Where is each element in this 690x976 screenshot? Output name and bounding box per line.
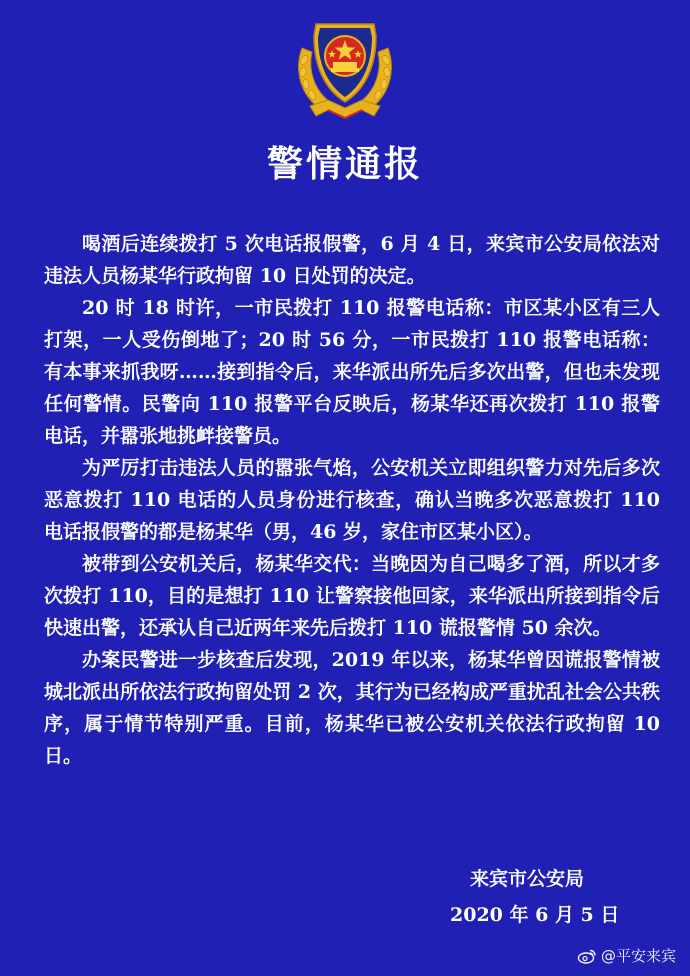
watermark-text: @平安来宾: [600, 947, 676, 965]
notice-paragraph: 办案民警进一步核查后发现，2019 年以来，杨某华曾因谎报警情被城北派出所依法行政拘留处罚 2 次，其行为已经构成严重扰乱社会公共秩序，属于情节特别严重。目前，杨某华已被公安机关依法行政拘留 10 日。: [44, 649, 660, 767]
police-emblem-icon: [288, 10, 402, 126]
weibo-icon: [577, 948, 597, 964]
notice-paragraph: 喝酒后连续拨打 5 次电话报假警，6 月 4 日，来宾市公安局依法对违法人员杨某华行政拘留 10 日处罚的决定。: [44, 233, 660, 287]
notice-body: [44, 228, 660, 772]
notice-paragraph: 20 时 18 时许，一市民拨打 110 报警电话称：市区某小区有三人打架，一人受伤倒地了；20 时 56 分，一市民拨打 110 报警电话称：有本事来抓我呀……接到指令后，来华派出所先后多次出警，但也未发现任何警情。民警向 110 报警平台反映后，杨某华还再次拨打 110 报警电话，并嚣张地挑衅接警员。: [44, 297, 660, 447]
weibo-watermark: [577, 945, 676, 966]
notice-paragraph: 被带到公安机关后，杨某华交代：当晚因为自己喝多了酒，所以才多次拨打 110，目的是想打 110 让警察接他回家，来华派出所接到指令后快速出警，还承认自己近两年来先后拨打 110 谎报警情 50 余次。: [44, 553, 660, 639]
issuer-name: 来宾市公安局: [470, 868, 585, 890]
notice-title: 警情通报: [266, 144, 423, 185]
notice-paragraph: 为严厉打击违法人员的嚣张气焰，公安机关立即组织警力对先后多次恶意拨打 110 电话的人员身份进行核查，确认当晚多次恶意拨打 110 电话报假警的都是杨某华（男，46 岁，家住市区某小区）。: [44, 457, 660, 543]
issue-date: 2020 年 6 月 5 日: [450, 904, 620, 926]
